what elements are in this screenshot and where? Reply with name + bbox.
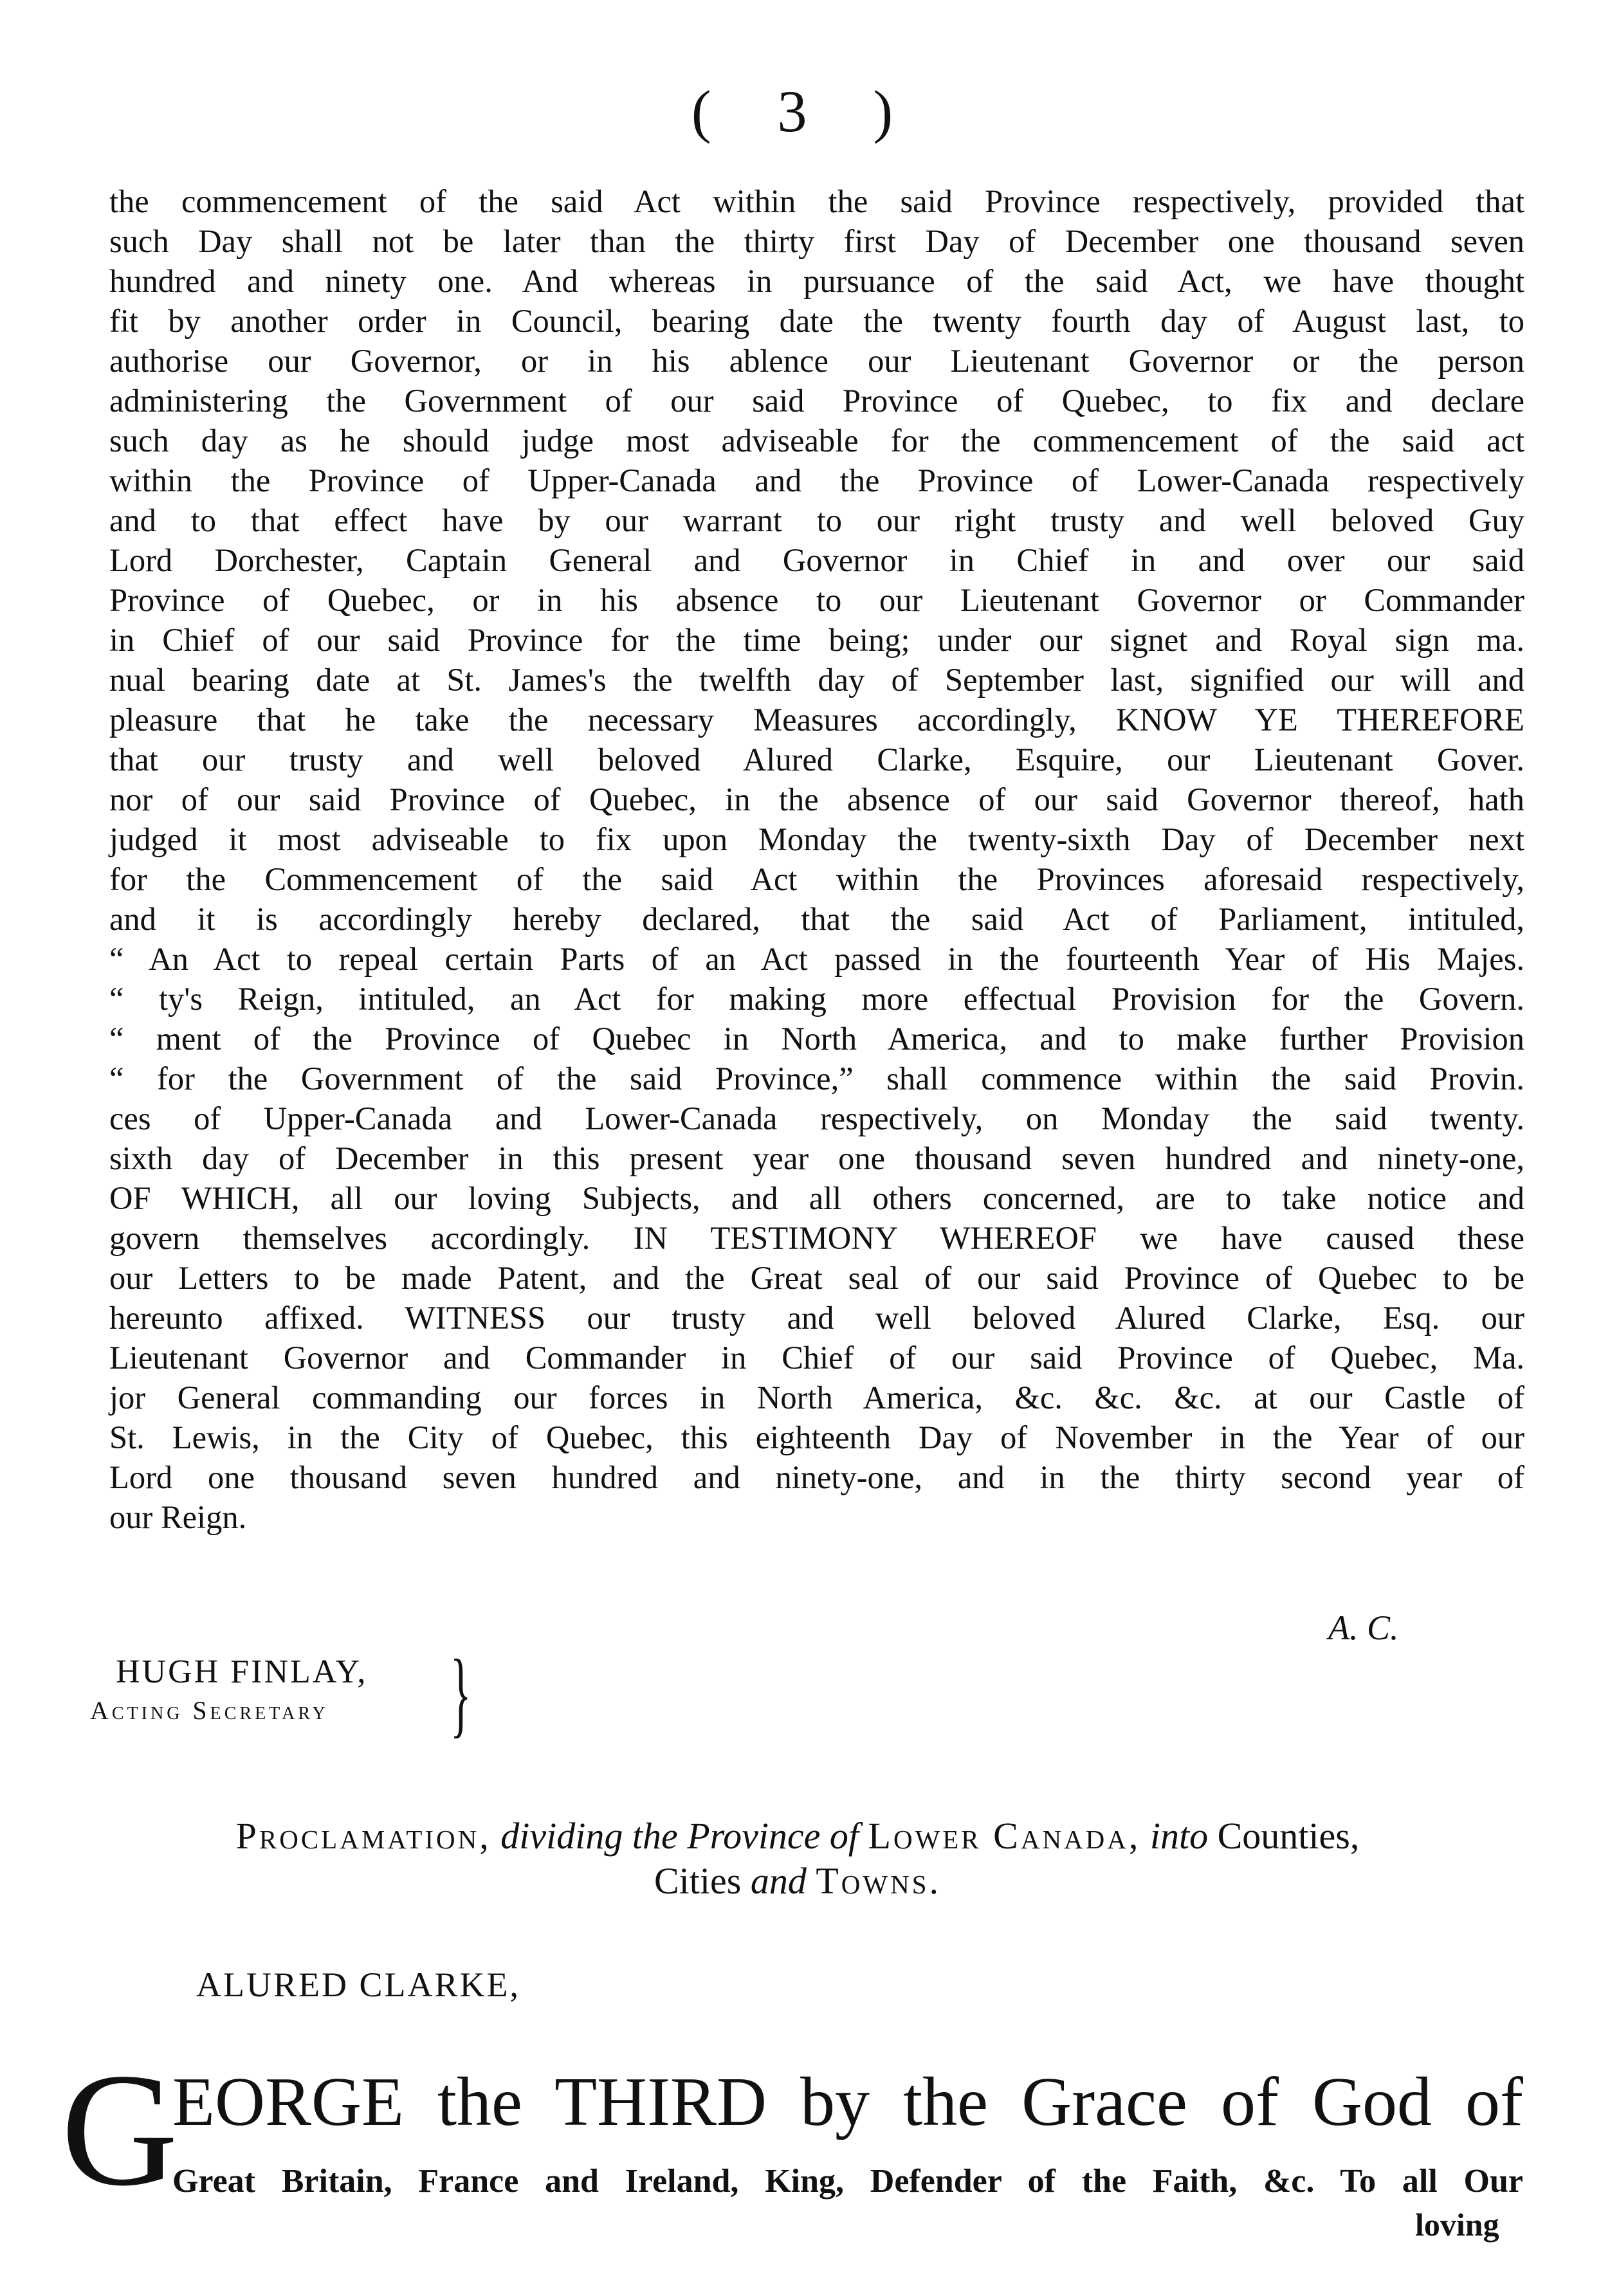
body-text-line: “ for the Government of the said Province,” shall commence within the said Provin. [109,1061,1524,1097]
proclamation-body-text [109,181,1524,1537]
body-text-line: nor of our said Province of Quebec, in the absence of our said Governor thereof, hath [109,781,1524,817]
royal-style-line-1: EORGE the THIRD by the Grace of God of [172,2064,1523,2140]
towns-word: Towns. [816,1860,941,1902]
lower-canada-word: Lower Canada, [868,1815,1141,1857]
counties-word: Counties, [1217,1815,1360,1857]
body-text-line: Lord one thousand seven hundred and ninety-one, and in the thirty second year of [109,1459,1524,1495]
body-text-line: nual bearing date at St. James's the twelfth day of September last, signified our will and [109,662,1524,698]
proclamation-heading [71,1814,1524,1904]
body-text-line: that our trusty and well beloved Alured Clarke, Esquire, our Lieutenant Gover. [109,742,1524,778]
body-text-line: for the Commencement of the said Act within the Provinces aforesaid respectively, [109,861,1524,897]
body-text-line: “ ment of the Province of Quebec in North America, and to make further Provision [109,1021,1524,1057]
body-text-line: govern themselves accordingly. IN TESTIMONY WHEREOF we have caused these [109,1220,1524,1256]
secretary-name: HUGH FINLAY, [116,1654,368,1690]
body-text-line: “ An Act to repeal certain Parts of an Act passed in the fourteenth Year of His Majes. [109,941,1524,977]
body-text-line: such day as he should judge most adviseable for the commencement of the said act [109,423,1524,459]
body-text-line: OF WHICH, all our loving Subjects, and all others concerned, are to take notice and [109,1180,1524,1216]
signature-initials: A. C. [1328,1608,1399,1647]
body-text-line: hundred and ninety one. And whereas in pursuance of the said Act, we have thought [109,263,1524,299]
body-text-line: “ ty's Reign, intituled, an Act for making more effectual Provision for the Govern. [109,981,1524,1017]
proclamation-word: Proclamation, [235,1815,491,1857]
body-text-line: the commencement of the said Act within the said Province respectively, provided that [109,183,1524,219]
cities-word: Cities [654,1860,742,1902]
secretary-title: Acting Secretary [90,1696,329,1725]
body-text-line: fit by another order in Council, bearing date the twenty fourth day of August last, to [109,303,1524,339]
body-text-line: sixth day of December in this present year one thousand seven hundred and ninety-one, [109,1140,1524,1176]
body-text-line: Lord Dorchester, Captain General and Governor in Chief in and over our said [109,542,1524,578]
dividing-phrase: dividing the Province of [500,1815,859,1857]
royal-style-line-2: Great Britain, France and Ireland, King, Defender of the Faith, &c. To all Our [172,2163,1523,2200]
body-text-line: our Reign. [109,1499,247,1535]
body-text-line: and to that effect have by our warrant to our right trusty and well beloved Guy [109,502,1524,538]
body-text-line: in Chief of our said Province for the time being; under our signet and Royal sign ma. [109,622,1524,658]
proclamation-heading-line-2 [71,1859,1524,1904]
signer-name: ALURED CLARKE, [196,1965,520,2004]
proclamation-heading-line-1 [71,1814,1524,1859]
body-text-line: and it is accordingly hereby declared, that the said Act of Parliament, intituled, [109,901,1524,937]
body-text-line: jor General commanding our forces in North America, &c. &c. &c. at our Castle of [109,1380,1524,1416]
body-text-line: Province of Quebec, or in his absence to our Lieutenant Governor or Commander [109,582,1524,618]
page-number: ( 3 ) [691,78,919,144]
drop-cap-letter: G [61,2039,178,2219]
body-text-line: Lieutenant Governor and Commander in Chief of our said Province of Quebec, Ma. [109,1340,1524,1376]
body-text-line: our Letters to be made Patent, and the Great seal of our said Province of Quebec to be [109,1260,1524,1296]
and-word: and [750,1860,807,1902]
secretary-signature-block [90,1640,540,1762]
body-text-line: such Day shall not be later than the thirty first Day of December one thousand seven [109,223,1524,259]
body-text-line: authorise our Governor, or in his ablence our Lieutenant Governor or the person [109,343,1524,379]
body-text-line: ces of Upper-Canada and Lower-Canada respectively, on Monday the said twenty. [109,1100,1524,1136]
into-word: into [1149,1815,1209,1857]
secretary-brace: } [450,1640,471,1747]
body-text-line: pleasure that he take the necessary Measures accordingly, KNOW YE THEREFORE [109,702,1524,738]
body-text-line: within the Province of Upper-Canada and the Province of Lower-Canada respectively [109,462,1524,498]
body-text-line: judged it most adviseable to fix upon Monday the twenty-sixth Day of December next [109,821,1524,857]
body-text-line: hereunto affixed. WITNESS our trusty and well beloved Alured Clarke, Esq. our [109,1300,1524,1336]
catchword: loving [1415,2207,1499,2243]
body-text-line: St. Lewis, in the City of Quebec, this eighteenth Day of November in the Year of our [109,1419,1524,1455]
body-text-line: administering the Government of our said Province of Quebec, to fix and declare [109,383,1524,419]
